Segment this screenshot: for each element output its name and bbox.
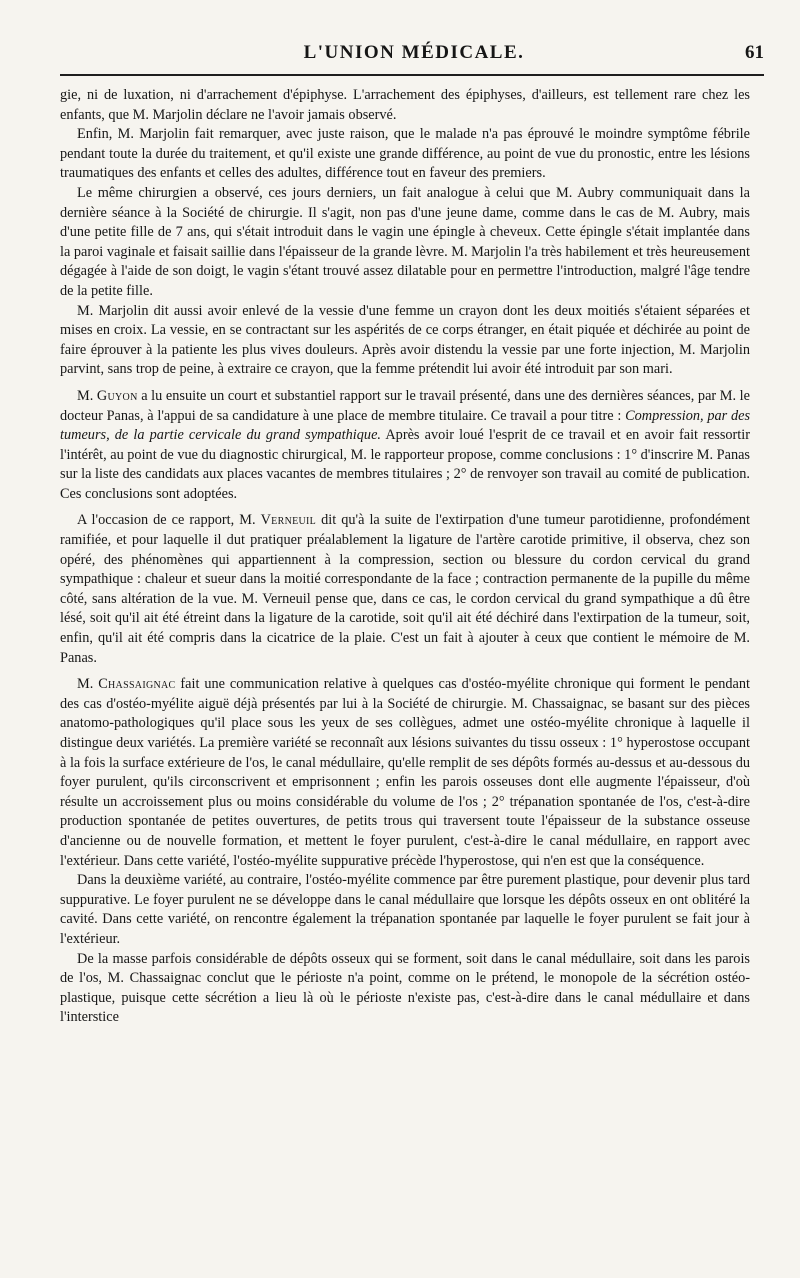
paragraph-marjolin-prognosis: Enfin, M. Marjolin fait remarquer, avec juste raison, que le malade n'a pas éprouvé le moindre symptôme fébrile pendant toute la durée du traitement, et qu'il existe une grande différence, au point de vue du pronostic, entre les lésions traumatiques des enfants et celles des adultes, différence tout en faveur des premiers. [60, 126, 750, 182]
article-body [60, 86, 750, 1028]
speaker-name: Chassaignac [98, 676, 176, 693]
paragraph-verneuil: A l'occasion de ce rapport, M. Verneuil dit qu'à la suite de l'extirpation d'une tumeur parotidienne, profondément ramifiée, et pour laquelle il dut pratiquer préalablement la ligature de l'artère carotide primitive, il observa, chez son opéré, des phénomènes qui appartiennent à la compression, section ou blessure du cordon cervical du grand sympathique : chaleur et sueur dans la moitié correspondante de la face ; contraction permanente de la pupille du même côté, sans altération de la vue. M. Verneuil pense que, dans ce cas, le cordon cervical du grand sympathique a dû être lésé, soit qu'il ait été étreint dans la ligature de la carotide, soit qu'il ait été déchiré dans l'extirpation de la tumeur, soit, enfin, qu'il ait été compris dans la cicatrice de la plaie. C'est un fait à ajouter à ceux que contient le mémoire de M. Panas. [60, 512, 750, 666]
speaker-name: Verneuil [260, 512, 317, 529]
paragraph-second-variety: Dans la deuxième variété, au contraire, l'ostéo-myélite commence par être purement plastique, pour devenir plus tard suppurative. Le foyer purulent ne se développe dans le canal médullaire que lorsque les dépôts osseux en ont oblitéré la cavité. Dans cette variété, on rencontre également la trépanation spontanée par laquelle le foyer purulent se fait jour à l'extérieur. [60, 872, 750, 947]
paragraph-continuation: gie, ni de luxation, ni d'arrachement d'épiphyse. L'arrachement des épiphyses, d'ailleurs, est tellement rare chez les enfants, que M. Marjolin déclare ne l'avoir jamais observé. [60, 87, 750, 123]
paragraph-periosteum: De la masse parfois considérable de dépôts osseux qui se forment, soit dans le canal médullaire, soit dans les parois de l'os, M. Chassaignac conclut que le périoste n'a point, comme on le prétend, le monopole de la sécrétion ostéo-plastique, puisque cette sécrétion a lieu là où le périoste n'existe pas, c'est-à-dire dans le canal médullaire et dans l'interstice [60, 950, 750, 1026]
paragraph-guyon-report: M. Guyon a lu ensuite un court et substantiel rapport sur le travail présenté, dans une des dernières séances, par M. le docteur Panas, à l'appui de sa candidature à une place de membre titulaire. Ce travail a pour titre : Compression, par des tumeurs, de la partie cervicale du grand sympathique. Après avoir loué l'esprit de ce travail et en avoir fait ressortir l'intérêt, au point de vue du diagnostic chirurgical, M. le rapporteur propose, comme conclusions : 1° d'inscrire M. Panas sur la liste des candidats aux places vacantes de membres titulaires ; 2° de renvoyer son travail au comité de publication. Ces conclusions sont adoptées. [60, 387, 751, 502]
paragraph-chassaignac: M. Chassaignac fait une communication relative à quelques cas d'ostéo-myélite chronique qui forment le pendant des cas d'ostéo-myélite aiguë déjà présentés par lui à la Société de chirurgie. M. Chassaignac, se basant sur des pièces anatomo-pathologiques qu'il place sous les yeux de ses collègues, admet une ostéo-myélite chronique à laquelle il distingue deux variétés. La première variété se reconnaît aux lésions suivantes du tissu osseux : 1° hyperostose occupant à la fois la surface extérieure de l'os, le canal médullaire, qu'elle remplit de ses dépôts formés au-dessus et au-dessous du foyer purulent, qu'ils circonscrivent et emprisonnent ; enfin les parois osseuses dont elle augmente l'épaisseur, d'où résulte un accroissement plus ou moins considérable du volume de l'os ; 2° trépanation spontanée de l'os, c'est-à-dire production spontanée de petites ouvertures, de petits trous qui traversent toute l'épaisseur de la substance osseuse d'ancienne ou de nouvelle formation, et mettent le foyer purulent, c'est-à-dire le canal médullaire, en rapport avec l'extérieur. Dans cette variété, l'ostéo-myélite suppurative précède l'hyperostose, qui n'en est que la conséquence. [60, 676, 750, 869]
speaker-name: Guyon [96, 387, 138, 404]
paragraph-marjolin-bladder: M. Marjolin dit aussi avoir enlevé de la vessie d'une femme un crayon dont les deux moitiés s'étaient séparées et mises en croix. La vessie, en se contractant sur les aspérités de ce corps étranger, en était piquée et déchirée au point de faire éprouver à la patiente les plus vives douleurs. Après avoir distendu la vessie par une forte injection, M. Marjolin parvint, sans trop de peine, à extraire ce crayon, que la femme prétendit lui avoir été introduit par son mari. [60, 302, 750, 378]
page-header [60, 40, 768, 70]
work-title: Compression, par des tumeurs, de la partie cervicale du grand sympathique. [60, 407, 751, 444]
page-number: 61 [745, 42, 764, 63]
paragraph-marjolin-pin: Le même chirurgien a observé, ces jours derniers, un fait analogue à celui que M. Aubry communiquait dans la dernière séance à la Société de chirurgie. Il s'agit, non pas d'une jeune dame, comme dans le cas de M. Aubry, mais d'une petite fille de 7 ans, qui s'était introduit dans le vagin une épingle à cheveux. Cette épingle s'était implantée dans la paroi vaginale et faisait saillie dans l'épaisseur de la grande lèvre. M. Marjolin l'a très habilement et très heureusement dégagée à l'aide de son doigt, le vagin s'étant trouvé assez dilatable pour en permettre l'introduction, malgré l'âge tendre de la petite fille. [60, 184, 750, 299]
header-rule [60, 74, 764, 76]
running-title: L'UNION MÉDICALE. [303, 42, 525, 63]
